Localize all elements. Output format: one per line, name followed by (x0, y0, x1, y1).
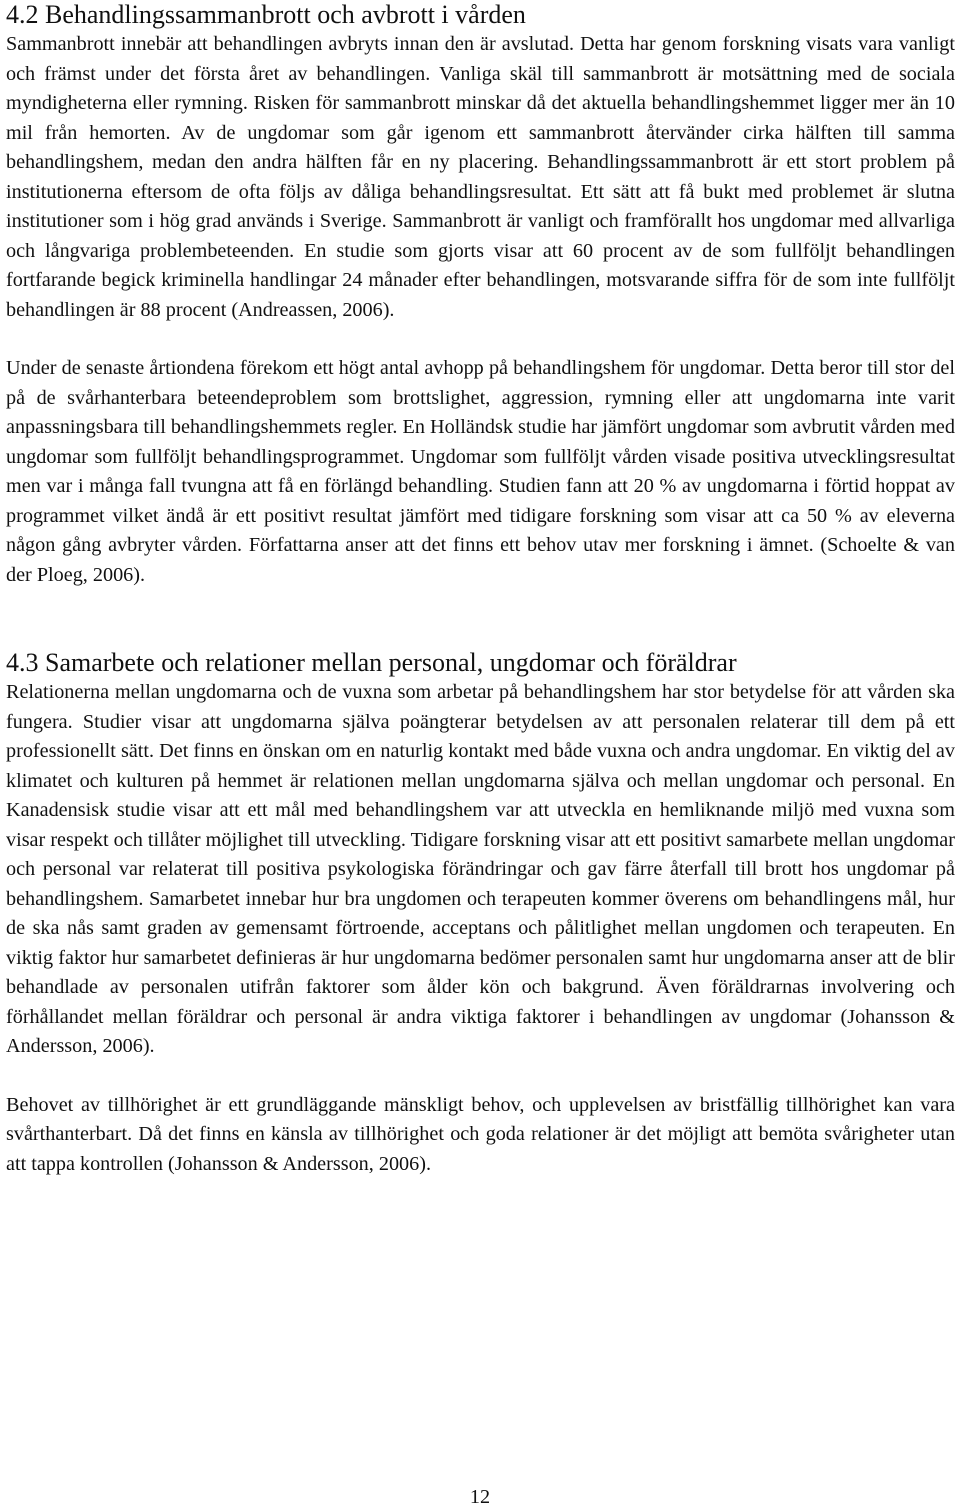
section-heading: 4.3 Samarbete och relationer mellan personal, ungdomar och föräldrar (6, 648, 737, 677)
document-page (6, 0, 955, 1179)
page-number: 12 (469, 1486, 491, 1508)
body-paragraph: Relationerna mellan ungdomarna och de vuxna som arbetar på behandlingshem har stor betydelse för att vården ska fungera. Studier visar att ungdomarna själva poängterar betydelsen av att personalen relaterar till dem på ett professionellt sätt. Det finns en önskan om en naturlig kontakt med både vuxna och andra ungdomar. En viktig del av klimatet och kulturen på hemmet är relationen mellan ungdomarna själva och mellan ungdomar och personal. En Kanadensisk studie visar att ett mål med behandlingshem var att utveckla en hemliknande miljö med vuxna som visar respekt och tillåter möjlighet till utveckling. Tidigare forskning visar att ett positivt samarbete mellan ungdomar och personal var relaterat till positiva psykologiska förändringar och gav färre återfall till brott hos ungdomar på behandlingshem. Samarbetet innebar hur bra ungdomen och terapeuten kommer överens om behandlingens mål, hur de ska nås samt graden av gemensamt förtroende, acceptans och pålitlighet mellan ungdomen och terapeuten. En viktig faktor hur samarbetet definieras är hur ungdomarna bedömer personalen samt hur ungdomarna anser att de blir behandlade av personalen utifrån faktorer som ålder kön och bakgrund. Även föräldrarnas involvering och förhållandet mellan föräldrar och personal är andra viktiga faktorer i behandlingen av ungdomar (Johansson & Andersson, 2006). (6, 681, 955, 1057)
body-paragraph: Sammanbrott innebär att behandlingen avbryts innan den är avslutad. Detta har genom forskning visats vara vanligt och främst under det första året av behandlingen. Vanliga skäl till sammanbrott är motsättning med de sociala myndigheterna eller rymning. Risken för sammanbrott minskar då det aktuella behandlingshemmet ligger mer än 10 mil från hemorten. Av de ungdomar som går igenom ett sammanbrott återvänder cirka hälften till samma behandlingshem, medan den andra hälften får en ny placering. Behandlingssammanbrott är ett stort problem på institutionerna eftersom de ofta följs av dåliga behandlingsresultat. Ett sätt att få bukt med problemet är slutna institutioner som i hög grad används i Sverige. Sammanbrott är vanligt och framförallt hos ungdomar med allvarliga och långvariga problembeteenden. En studie som gjorts visar att 60 procent av de som fullföljt behandlingen fortfarande begick kriminella handlingar 24 månader efter behandlingen, motsvarande siffra för de som inte fullföljt behandlingen är 88 procent (Andreassen, 2006). (6, 33, 955, 321)
body-paragraph: Behovet av tillhörighet är ett grundläggande mänskligt behov, och upplevelsen av bristfällig tillhörighet kan vara svårthanterbart. Då det finns en känsla av tillhörighet och goda relationer är det möjligt att bemöta svårigheter utan att tappa kontrollen (Johansson & Andersson, 2006). (6, 1093, 955, 1175)
section-heading: 4.2 Behandlingssammanbrott och avbrott i vården (6, 0, 526, 29)
body-paragraph: Under de senaste årtiondena förekom ett högt antal avhopp på behandlingshem för ungdomar. Detta beror till stor del på de svårhanterbara beteendeproblem som brottslighet, aggression, rymning eller att ungdomarna inte varit anpassningsbara till behandlingshemmets regler. En Holländsk studie har jämfört ungdomar som avbrutit vården med ungdomar som fullföljt behandlingsprogrammet. Ungdomar som fullföljt vården visade positiva utvecklingsresultat men var i många fall tvungna att få en förlängd behandling. Studien fann att 20 % av ungdomarna i förtid hoppat av programmet vilket ändå är ett positivt resultat jämfört med tidigare forskning som visar att ca 50 % av eleverna någon gång avbryter vården. Författarna anser att det finns ett behov utav mer forskning i ämnet. (Schoelte & van der Ploeg, 2006). (6, 357, 955, 586)
